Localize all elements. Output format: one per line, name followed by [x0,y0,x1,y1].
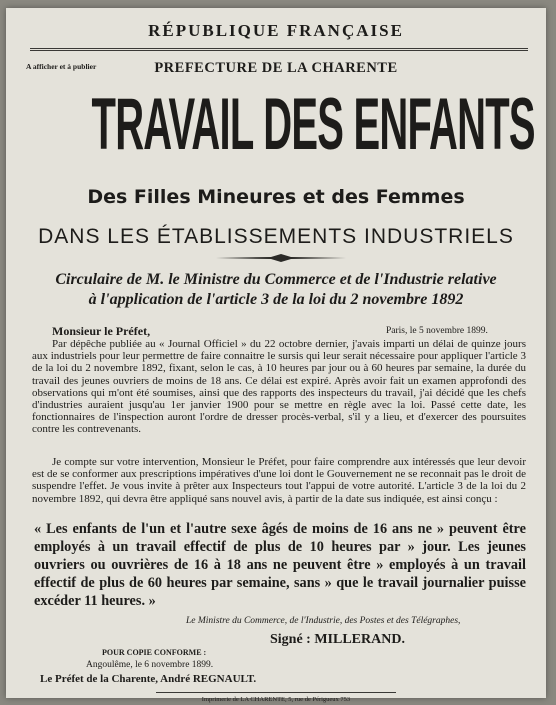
top-rule-2 [30,50,528,51]
subtitle-2: DANS LES ÉTABLISSEMENTS INDUSTRIELS [38,225,514,248]
imprimerie-line: Imprimerie de LA CHARENTE, 5, rue de Périgueux 753 [201,696,351,703]
salutation: Monsieur le Préfet, [52,324,151,338]
copie-date: Angoulême, le 6 novembre 1899. [86,660,214,670]
prefet-signature: Le Préfet de la Charente, André REGNAULT. [40,673,257,685]
ornament-divider-icon [216,254,346,262]
minister-title: Le Ministre du Commerce, de l'Industrie, des Postes et des Télégraphes, [186,616,461,626]
law-quote: « Les enfants de l'un et l'autre sexe âgés de moins de 16 ans ne » peuvent être employés à un travail effectif de plus de 10 heures par » jour. Les jeunes ouvriers ou ouvrières de 16 à 18 ans ne peuvent être » employés à un travail effectif de plus de 60 heures par semaine, sans » que le travail journalier puisse excéder 11 heures. » [34,521,526,609]
bottom-rule [156,692,396,693]
circulaire-line-1: Circulaire de M. le Ministre du Commerce et de l'Industrie relative [55,271,497,288]
top-rule [30,48,528,49]
poster-sheet [6,8,546,703]
paragraph-1: Par dépêche publiée au « Journal Officiel » du 22 octobre dernier, j'avais imparti un délai de quinze jours aux industriels pour leur permettre de faire connaitre le sursis qui leur serait nécessaire pour appliquer l'article 3 de la loi du 2 novembre 1892, fixant, selon le cas, à 10 heures par jour ou à 60 heures par semaine, la durée du travail des jeunes ouvriers de moins de 18 ans. Ce délai est expiré. Après avoir fait un examen approfondi des observations qui m'ont été soumises, ainsi que des rapports des inspecteurs du travail, j'ai décidé que les chefs d'industries auraient jusqu'au 1er janvier 1900 pour se mettre en règle avec la loi. Passé cette date, les fonctionnaires de l'inspection auront l'ordre de dresser procès-verbal, s'il y a lieu, et d'exercer des poursuites contre les contrevenants. [32,338,526,436]
main-title [91,83,535,165]
copie-conforme: POUR COPIE CONFORME : [102,648,207,657]
republique-heading: RÉPUBLIQUE FRANÇAISE [148,21,404,40]
paragraph-2: Je compte sur votre intervention, Monsieur le Préfet, pour faire comprendre aux intéressés que leur devoir est de se conformer aux prescriptions impératives d'une loi dont le Gouvernement ne se reconnait pas le droit de suspendre l'effet. Je vous invite à prêter aux Inspecteurs tout l'appui de votre autorité. L'article 3 de la loi du 2 novembre 1892, qui devra être appliqué sans nouvel avis, à partir de la date sus indiquée, est ainsi conçu : [32,456,526,505]
circulaire-line-2: à l'application de l'article 3 de la loi du 2 novembre 1892 [88,291,464,308]
place-date: Paris, le 5 novembre 1899. [386,326,488,336]
signature: Signé : MILLERAND. [270,632,405,647]
prefecture-heading: PREFECTURE DE LA CHARENTE [154,60,398,76]
affiche-note: A afficher et à publier [26,62,97,71]
main-title-text: TRAVAIL DES ENFANTS [91,83,535,165]
subtitle: Des Filles Mineures et des Femmes [87,186,465,208]
